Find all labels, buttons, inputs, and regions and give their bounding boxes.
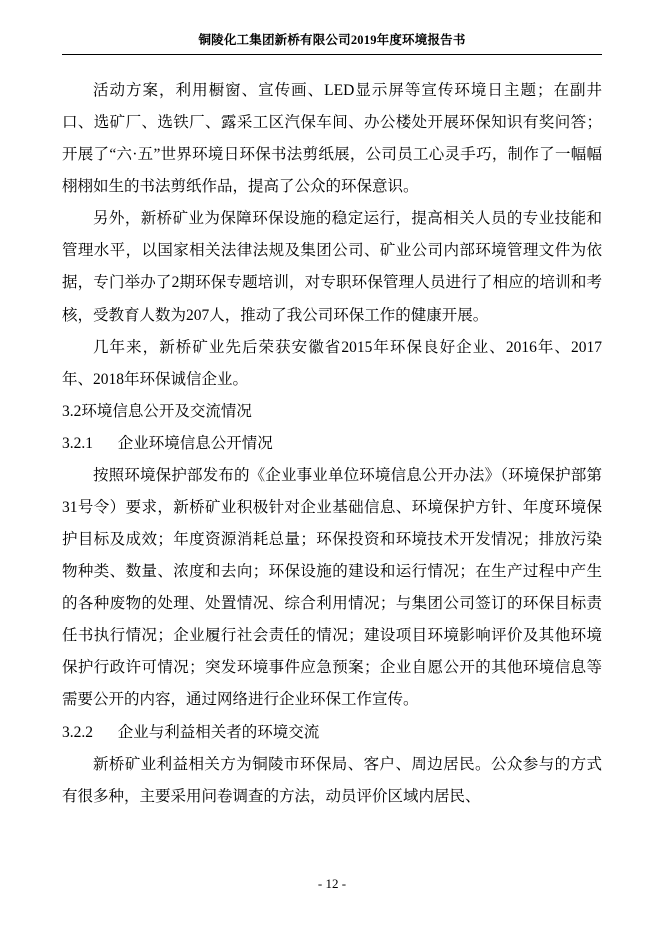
section-heading-3-2: 3.2环境信息公开及交流情况	[62, 402, 252, 420]
page-header-title: 铜陵化工集团新桥有限公司2019年度环境报告书	[198, 33, 466, 47]
section-title: 企业环境信息公开情况	[117, 434, 273, 452]
section-heading-3-2-1	[62, 428, 602, 460]
paragraph: 另外，新桥矿业为保障环保设施的稳定运行，提高相关人员的专业技能和管理水平，以国家相关法律法规及集团公司、矿业公司内部环境管理文件为依据，专门举办了2期环保专题培训，对专职环保管理人员进行了相应的培训和考核，受教育人数为207人，推动了我公司环保工作的健康开展。	[62, 210, 602, 324]
paragraph: 几年来，新桥矿业先后荣获安徽省2015年环保良好企业、2016年、2017年、2018年环保诚信企业。	[62, 338, 602, 388]
section-number: 3.2.2	[62, 723, 93, 741]
section-heading-3-2-2	[62, 717, 602, 749]
paragraph: 新桥矿业利益相关方为铜陵市环保局、客户、周边居民。公众参与的方式有很多种，主要采用问卷调查的方法，动员评价区域内居民、	[62, 755, 602, 805]
paragraph: 按照环境保护部发布的《企业事业单位环境信息公开办法》（环境保护部第31号令）要求，新桥矿业积极针对企业基础信息、环境保护方针、年度环境保护目标及成效；年度资源消耗总量；环保投资和环境技术开发情况；排放污染物种类、数量、浓度和去向；环保设施的建设和运行情况；在生产过程中产生的各种废物的处理、处置情况、综合利用情况；与集团公司签订的环保目标责任书执行情况；企业履行社会责任的情况；建设项目环境影响评价及其他环境保护行政许可情况；突发环境事件应急预案；企业自愿公开的其他环境信息等需要公开的内容，通过网络进行企业环保工作宣传。	[62, 466, 602, 709]
header-divider	[62, 54, 602, 55]
page-number: - 12 -	[317, 876, 347, 891]
section-title: 企业与利益相关者的环境交流	[117, 723, 320, 741]
section-number: 3.2.1	[62, 434, 93, 452]
paragraph: 活动方案，利用橱窗、宣传画、LED显示屏等宣传环境日主题；在副井口、选矿厂、选铁厂、露采工区汽保车间、办公楼处开展环保知识有奖问答；开展了“六·五”世界环境日环保书法剪纸展，公司员工心灵手巧，制作了一幅幅栩栩如生的书法剪纸作品，提高了公众的环保意识。	[62, 82, 602, 196]
document-body	[62, 75, 602, 813]
